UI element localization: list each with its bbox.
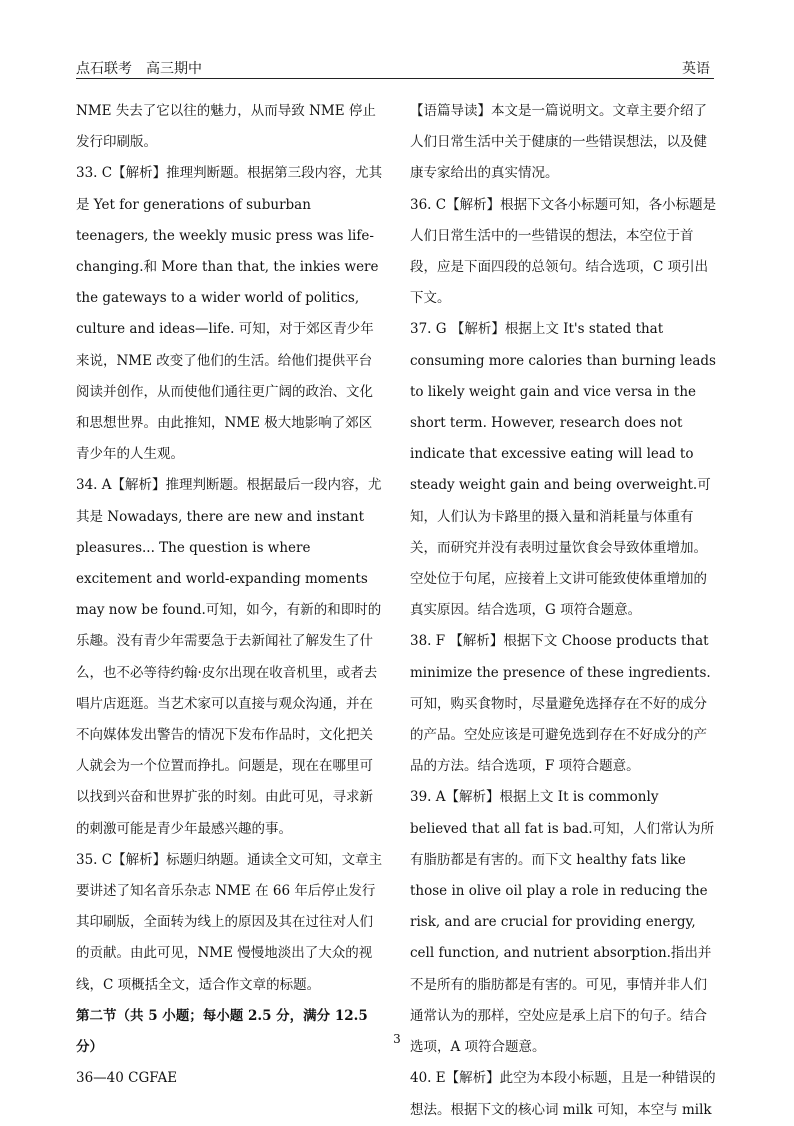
header-subject: 英语 xyxy=(682,61,710,77)
section-title: 第二节（共 5 小题；每小题 2.5 分，满分 12.5 分） xyxy=(76,1007,368,1056)
answer-36: 36. C【解析】根据下文各小标题可知，各小标题是人们日常生活中的一些错误的想法，本空位于首段，应是下面四段的总领句。结合选项，C 项引出下文。 xyxy=(410,196,717,307)
right-column xyxy=(410,96,718,1126)
answer-38: 38. F 【解析】根据下文 Choose products that minimize the presence of these ingredients.可知，购买食物时，尽量避免选择存在不好的成分的产品。空处应该是可避免选到存在不好成分的产品的方法。结合选项，F 项符合题意。 xyxy=(410,633,711,775)
section-answers: 36—40 CGFAE xyxy=(76,1070,178,1087)
left-column xyxy=(76,96,384,1095)
page-number: 3 xyxy=(393,1032,401,1046)
answer-37: 37. G 【解析】根据上文 It's stated that consuming more calories than burning leads to likely weight gain and vice versa in the short term. However, research does not indicate that excessive eating will lead to steady weight gain and being overweight.可知，人们认为卡路里的摄入量和消耗量与体重有关，而研究并没有表明过量饮食会导致体重增加。空处位于句尾，应接着上文讲可能致使体重增加的真实原因。结合选项，G 项符合题意。 xyxy=(410,321,716,619)
passage-guide: 【语篇导读】本文是一篇说明文。文章主要介绍了人们日常生活中关于健康的一些错误想法，以及健康专家给出的真实情况。 xyxy=(410,103,707,182)
answer-39: 39. A【解析】根据上文 It is commonly believed that all fat is bad.可知，人们常认为所有脂肪都是有害的。而下文 healthy fats like those in olive oil play a role in reducing the risk, and are crucial for providing energy, cell function, and nutrient absorption.指出并不是所有的脂肪都是有害的。可见，事情并非人们通常认为的那样，空处应是承上启下的句子。结合选项，A 项符合题意。 xyxy=(410,789,715,1056)
answer-34: 34. A【解析】推理判断题。根据最后一段内容，尤其是 Nowadays, there are new and instant pleasures... The question is where excitement and world-expanding moments may now be found.可知，如今，有新的和即时的乐趣。没有青少年需要急于去新闻社了解发生了什么，也不必等待约翰·皮尔出现在收音机里，或者去唱片店逛逛。当艺术家可以直接与观众沟通，并在不向媒体发出警告的情况下发布作品时，文化把关人就会为一个位置而挣扎。问题是，现在在哪里可以找到兴奋和世界扩张的时刻。由此可见，寻求新的刺激可能是青少年最感兴趣的事。 xyxy=(76,477,382,837)
answer-40: 40. E【解析】此空为本段小标题，且是一种错误的想法。根据下文的核心词 milk 可知，本空与 milk xyxy=(410,1070,716,1118)
page-header xyxy=(76,58,714,79)
answer-33: 33. C【解析】推理判断题。根据第三段内容，尤其是 Yet for generations of suburban teenagers, the weekly music press was life-changing.和 More than that, the inkies were the gateways to a wider world of politics, culture and ideas—life. 可知，对于郊区青少年来说，NME 改变了他们的生活。给他们提供平台阅读并创作，从而使他们通往更广阔的政治、文化和思想世界。由此推知，NME 极大地影响了郊区青少年的人生观。 xyxy=(76,165,383,463)
answer-35: 35. C【解析】标题归纳题。通读全文可知，文章主要讲述了知名音乐杂志 NME 在 66 年后停止发行其印刷版，全面转为线上的原因及其在过往对人们的贡献。由此可见，NME 慢慢地淡出了大众的视线，C 项概括全文，适合作文章的标题。 xyxy=(76,851,383,993)
paragraph: NME 失去了它以往的魅力，从而导致 NME 停止发行印刷版。 xyxy=(76,103,376,151)
header-exam-title: 点石联考 高三期中 xyxy=(76,61,202,77)
